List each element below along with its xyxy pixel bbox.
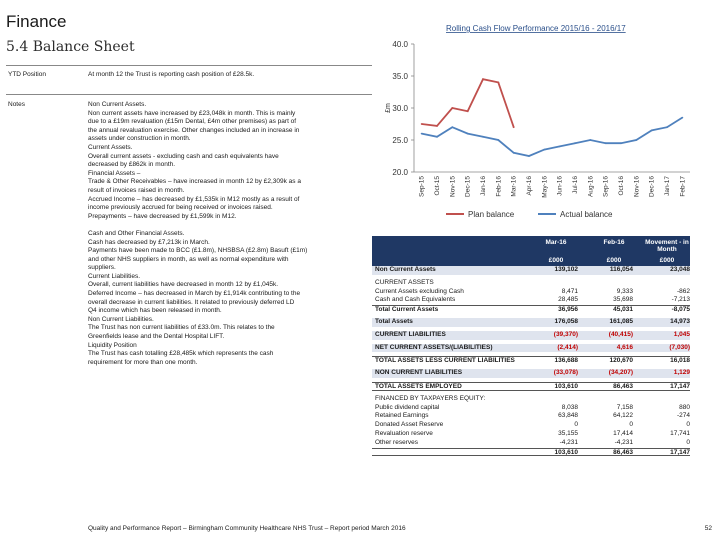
value-feb16: 7,158	[616, 403, 633, 411]
page-title: Finance	[6, 12, 67, 31]
table-row	[372, 369, 690, 378]
table-row	[372, 439, 690, 448]
notes-line: and other NHS suppliers in month, as well as normal expenditure with	[88, 255, 289, 263]
row-label: Retained Earnings	[375, 412, 429, 420]
notes-label: Notes	[8, 101, 25, 108]
notes-line: Payments have been made to BCC (£1.8m), NHSBSA (£2.8m) Basuft (£1m)	[88, 247, 308, 255]
value-movement: 17,147	[670, 382, 690, 390]
table-row	[372, 318, 690, 327]
table-row	[372, 296, 690, 305]
value-mar16: 136,688	[554, 357, 578, 365]
value-mar16: (39,370)	[553, 330, 578, 338]
value-movement: 17,741	[670, 429, 690, 437]
value-movement: 0	[686, 438, 690, 446]
row-label: NON CURRENT LIABILITIES	[375, 369, 463, 377]
divider-top	[6, 65, 372, 66]
x-tick-label: Jan-16	[480, 176, 487, 196]
notes-line: income previously accrued for being received or invoices raised.	[88, 204, 273, 212]
data-point	[559, 146, 561, 148]
value-feb16: 116,054	[609, 266, 633, 273]
notes-line: due to a £19m revaluation (£15m Dental, £4m other premises) as part of	[88, 118, 297, 126]
legend-label: Plan balance	[468, 210, 515, 219]
series-line-plan	[422, 79, 514, 127]
row-label: Cash and Cash Equivalents	[375, 296, 456, 304]
value-mar16: (2,414)	[557, 343, 578, 351]
value-movement: 880	[679, 403, 690, 411]
value-feb16: 4,616	[616, 343, 633, 351]
value-feb16: 86,463	[613, 382, 633, 390]
row-label: Non Current Assets	[375, 266, 436, 273]
value-feb16: 161,085	[609, 317, 633, 325]
value-feb16: 64,122	[613, 412, 633, 420]
value-feb16: 35,698	[613, 296, 633, 304]
table-row	[372, 288, 690, 297]
notes-line: result of invoices raised in month.	[88, 186, 185, 194]
y-tick-label: 25.0	[392, 136, 408, 145]
value-feb16: 0	[629, 421, 633, 429]
table-row	[372, 331, 690, 340]
data-point	[574, 142, 576, 144]
col-movement-units: £000	[659, 257, 675, 264]
data-point	[620, 142, 622, 144]
divider-mid	[6, 94, 372, 95]
notes-line: Greenfields lease and the Dental Hospital LIFT.	[88, 333, 225, 341]
value-feb16: (34,207)	[608, 369, 633, 377]
y-tick-label: 40.0	[392, 40, 408, 49]
notes-line: overall decrease in current liabilities. It related to previously deferred LD	[88, 298, 295, 306]
data-point	[513, 152, 515, 154]
data-point	[513, 126, 515, 128]
value-feb16: 45,031	[613, 306, 633, 314]
value-movement: 17,147	[670, 448, 690, 456]
value-movement: 1,045	[673, 330, 690, 338]
value-feb16: -4,231	[614, 438, 633, 446]
value-movement: 0	[686, 421, 690, 429]
row-label: Total Current Assets	[375, 306, 439, 314]
ytd-label: YTD Position	[8, 71, 46, 78]
table-row	[372, 382, 690, 391]
data-point	[543, 149, 545, 151]
notes-line: Liquidity Position	[88, 341, 137, 349]
notes-line: Non Current Assets.	[88, 101, 147, 108]
notes-line: Current Liabilities.	[88, 272, 141, 280]
table-row	[372, 430, 690, 439]
x-tick-label: Apr-16	[526, 176, 533, 196]
row-label: Current Assets excluding Cash	[375, 287, 464, 295]
value-feb16: 9,333	[616, 287, 633, 295]
data-point	[436, 136, 438, 138]
data-point	[421, 133, 423, 135]
data-point	[528, 155, 530, 157]
notes-line: The Trust has cash totalling £28,485k which represents the cash	[88, 350, 274, 358]
data-point	[421, 123, 423, 125]
notes-line	[88, 221, 373, 230]
value-mar16: 8,038	[561, 403, 578, 411]
row-label: Public dividend capital	[375, 403, 440, 411]
data-point	[497, 82, 499, 84]
value-mar16: 8,471	[561, 287, 578, 295]
value-movement: -862	[676, 287, 690, 295]
value-mar16: 139,102	[554, 266, 578, 273]
table-header	[372, 236, 690, 266]
value-mar16: 103,610	[554, 382, 578, 390]
x-tick-label: Feb-17	[679, 176, 687, 197]
value-movement: 1,129	[673, 369, 690, 377]
value-feb16: 17,414	[613, 429, 633, 437]
section-title: 5.4 Balance Sheet	[6, 39, 135, 55]
data-point	[635, 139, 637, 141]
value-movement: (7,030)	[669, 343, 690, 351]
series-line-actual	[422, 118, 683, 156]
notes-line: The Trust has non current liabilities of £33.0m. This relates to the	[88, 324, 275, 332]
data-point	[467, 133, 469, 135]
table-row	[372, 421, 690, 430]
data-point	[451, 126, 453, 128]
data-point	[497, 139, 499, 141]
notes-line: Deferred Income – has decreased in March by £1,914k contributing to the	[88, 290, 301, 298]
value-movement: -274	[676, 412, 690, 420]
ytd-text: At month 12 the Trust is reporting cash position of £28.5k.	[88, 71, 255, 78]
notes-text	[88, 101, 373, 367]
data-point	[605, 142, 607, 144]
notes-line: Cash and Other Financial Assets.	[88, 229, 185, 237]
value-movement: -8,075	[671, 306, 690, 314]
notes-line: Overall current assets - excluding cash and cash equivalents have	[88, 152, 279, 160]
x-tick-label: May-16	[541, 176, 549, 198]
value-mar16: 176,058	[554, 317, 578, 325]
value-mar16: 28,485	[558, 296, 578, 304]
x-tick-label: Sep-15	[418, 176, 426, 197]
y-tick-label: 35.0	[392, 72, 408, 81]
data-point	[681, 117, 683, 119]
notes-line: Financial Assets –	[88, 169, 141, 177]
x-tick-label: Sep-16	[602, 176, 610, 197]
value-mar16: 35,155	[558, 429, 578, 437]
notes-line: Accrued Income – has decreased by £1,535k in M12 mostly as a result of	[88, 195, 300, 203]
value-mar16: 0	[574, 421, 578, 429]
data-point	[467, 110, 469, 112]
table-row	[372, 395, 690, 404]
row-label: FINANCED BY TAXPAYERS EQUITY:	[375, 394, 486, 402]
table-row	[372, 279, 690, 288]
legend-label: Actual balance	[560, 210, 613, 219]
x-tick-label: Mar-16	[510, 176, 518, 197]
data-point	[589, 139, 591, 141]
x-tick-label: Oct-15	[434, 176, 441, 196]
y-tick-label: 30.0	[392, 104, 408, 113]
notes-line: the annual revaluation exercise. Other changes included an in increase in	[88, 126, 300, 134]
x-tick-label: Nov-15	[449, 176, 457, 197]
footer-text: Quality and Performance Report – Birmingham Community Healthcare NHS Trust – Report period March 2016	[88, 525, 406, 532]
table-row	[372, 344, 690, 353]
row-label: CURRENT ASSETS	[375, 278, 434, 286]
notes-line: Cash has decreased by £7,213k in March.	[88, 238, 210, 246]
x-tick-label: Feb-16	[495, 176, 503, 197]
col-feb16-header: Feb-16	[603, 239, 625, 246]
notes-line: requirement for more than one month.	[88, 358, 198, 366]
value-mar16: 103,610	[554, 448, 578, 456]
page-number: 52	[704, 525, 712, 532]
notes-line: suppliers.	[88, 264, 116, 272]
row-label: Total Assets	[375, 317, 413, 325]
value-movement: 14,973	[670, 317, 690, 325]
value-feb16: (40,415)	[608, 330, 633, 338]
notes-line: Q4 income which has been released in month.	[88, 307, 222, 315]
row-label: NET CURRENT ASSETS/(LIABILITIES)	[375, 343, 493, 351]
notes-line: Prepayments – have decreased by £1,599k in M12.	[88, 212, 237, 220]
notes-line: Overall, current liabilities have decreased in month 12 by £1,045k.	[88, 281, 279, 289]
data-point	[451, 107, 453, 109]
x-tick-label: Aug-16	[587, 176, 595, 197]
table-row	[372, 404, 690, 413]
col-mar16-units: £000	[548, 257, 564, 264]
notes-line: Non Current Liabilities.	[88, 315, 154, 323]
notes-line: assets under construction in month.	[88, 135, 191, 143]
value-mar16: (33,078)	[553, 369, 578, 377]
x-tick-label: Jun-16	[556, 176, 564, 196]
data-point	[482, 136, 484, 138]
value-feb16: 86,463	[613, 448, 633, 456]
x-tick-label: Nov-16	[633, 176, 641, 197]
y-tick-label: 20.0	[392, 168, 408, 177]
table-row	[372, 305, 690, 314]
value-mar16: 36,956	[558, 306, 578, 314]
chart-title: Rolling Cash Flow Performance 2015/16 - 2016/17	[446, 24, 626, 33]
row-label: Revaluation reserve	[375, 429, 433, 437]
table-row	[372, 412, 690, 421]
row-label: TOTAL ASSETS EMPLOYED	[375, 382, 462, 390]
data-point	[436, 125, 438, 127]
x-tick-label: Oct-16	[618, 176, 625, 196]
notes-line: Current Assets.	[88, 143, 133, 151]
value-feb16: 120,670	[609, 357, 633, 365]
col-movement-header: Movement - in Month	[645, 239, 689, 253]
value-movement: 16,018	[670, 357, 690, 365]
value-movement: 23,048	[670, 266, 690, 273]
row-label: Donated Asset Reserve	[375, 421, 444, 429]
table-row	[372, 356, 690, 365]
value-mar16: 63,848	[558, 412, 578, 420]
table-row	[372, 448, 690, 457]
value-movement: -7,213	[671, 296, 690, 304]
row-label: TOTAL ASSETS LESS CURRENT LIABILITIES	[375, 357, 515, 365]
data-point	[651, 130, 653, 132]
table-row	[372, 266, 690, 275]
y-axis-label: £m	[385, 103, 392, 113]
x-tick-label: Jul-16	[572, 176, 579, 194]
col-feb16-units: £000	[606, 257, 622, 264]
value-mar16: -4,231	[559, 438, 578, 446]
data-point	[482, 78, 484, 80]
notes-line: Non current assets have increased by £23,048k in month. This is mainly	[88, 109, 296, 117]
col-mar16-header: Mar-16	[545, 239, 567, 246]
x-tick-label: Dec-15	[464, 176, 472, 197]
balance-sheet-table	[372, 236, 690, 456]
x-tick-label: Dec-16	[648, 176, 656, 197]
row-label: CURRENT LIABILITIES	[375, 330, 446, 338]
row-label: Other reserves	[375, 438, 418, 446]
notes-line: decreased by £862k in month.	[88, 161, 176, 169]
data-point	[666, 126, 668, 128]
x-tick-label: Jan-17	[664, 176, 671, 196]
cash-flow-chart	[378, 18, 720, 228]
notes-line: Trade & Other Receivables – have increased in month 12 by £2,309k as a	[88, 178, 301, 186]
